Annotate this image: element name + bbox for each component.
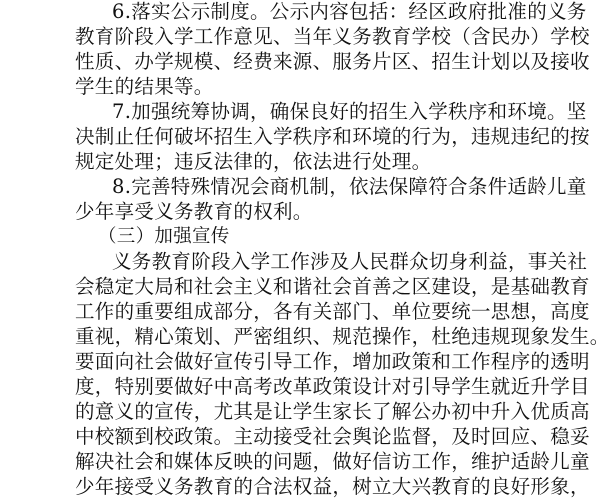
item-8-line-2: 少年享受义务教育的权利。 <box>75 200 313 223</box>
item-7-line-1: 7.加强统筹协调，确保良好的招生入学秩序和环境。坚 <box>112 100 587 123</box>
section-heading: （三）加强宣传 <box>98 226 230 247</box>
body-line-8: 中校额到校政策。主动接受社会舆论监督，及时回应、稳妥 <box>75 425 590 448</box>
body-line-4: 重视，精心策划、严密组织、规范操作，杜绝违规现象发生。 <box>75 325 610 348</box>
item-8-line-1: 8.完善特殊情况会商机制，依法保障符合条件适龄儿童 <box>112 175 587 198</box>
body-line-7: 的意义的宣传，尤其是让学生家长了解公办初中升入优质高 <box>75 400 590 423</box>
body-line-3: 工作的重要组成部分，各有关部门、单位要统一思想，高度 <box>75 300 590 323</box>
body-line-5: 要面向社会做好宣传引导工作，增加政策和工作程序的透明 <box>75 350 590 373</box>
body-line-9: 解决社会和媒体反映的问题，做好信访工作，维护适龄儿童 <box>75 450 590 473</box>
item-6-line-2: 教育阶段入学工作意见、当年义务教育学校（含民办）学校 <box>75 25 590 48</box>
item-7-line-3: 规定处理；违反法律的，依法进行处理。 <box>75 150 432 173</box>
item-6-line-3: 性质、办学规模、经费来源、服务片区、招生计划以及接收 <box>75 50 590 73</box>
item-6-line-1: 6.落实公示制度。公示内容包括：经区政府批准的义务 <box>112 0 587 23</box>
body-line-10: 少年接受义务教育的合法权益，树立大兴教育的良好形象， <box>75 475 590 498</box>
item-7-line-2: 决制止任何破坏招生入学秩序和环境的行为，违规违纪的按 <box>75 125 590 148</box>
body-line-6: 度，特别要做好中高考改革政策设计对引导学生就近升学目 <box>75 375 590 398</box>
body-line-2: 会稳定大局和社会主义和谐社会首善之区建设，是基础教育 <box>75 275 590 298</box>
body-line-1: 义务教育阶段入学工作涉及人民群众切身利益，事关社 <box>112 250 588 273</box>
item-6-line-4: 学生的结果等。 <box>75 75 214 98</box>
